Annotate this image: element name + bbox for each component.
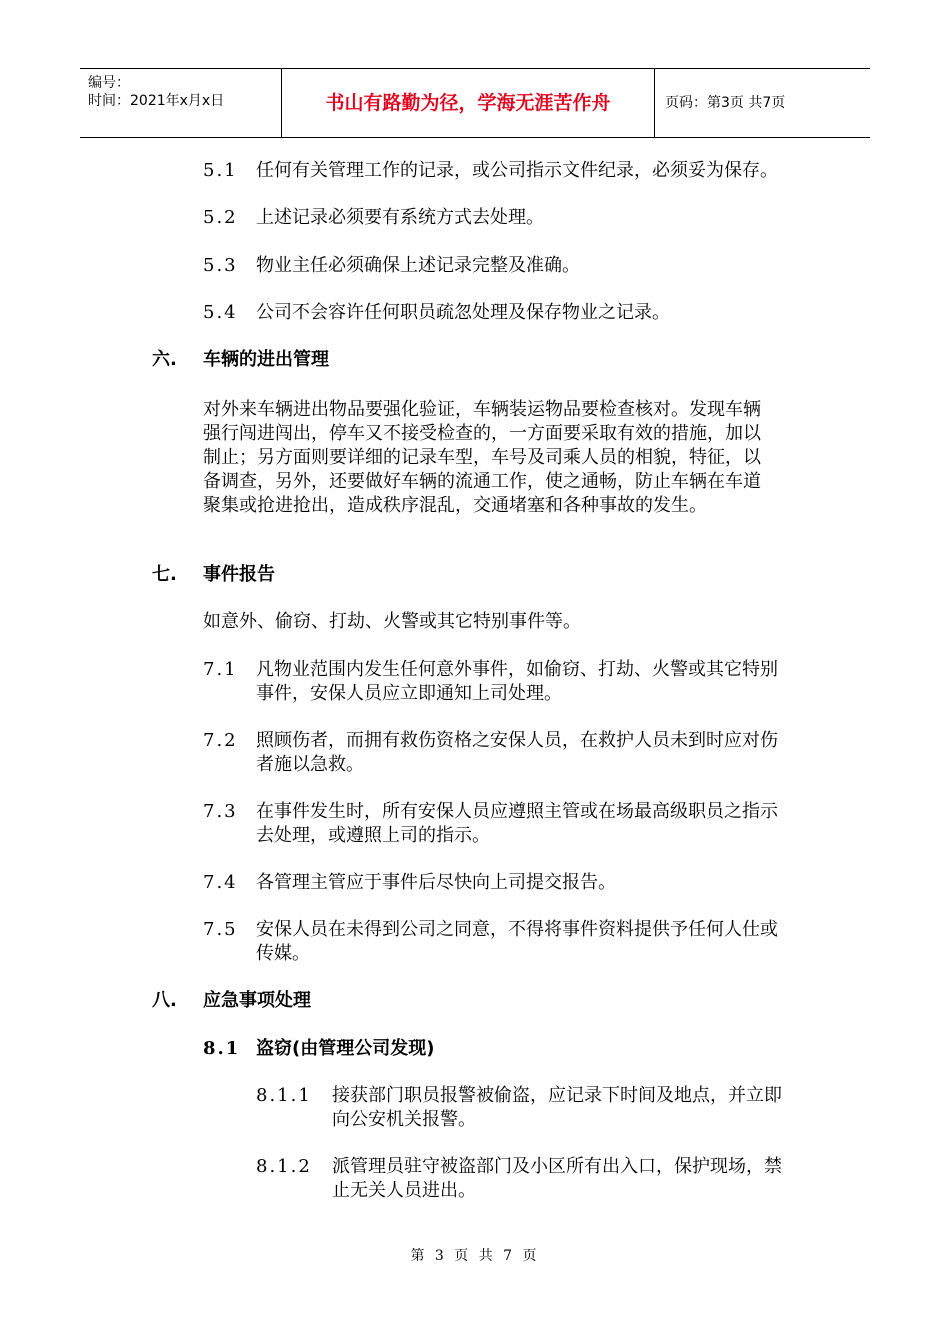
item-text: 凡物业范围内发生任何意外事件，如偷窃、打劫、火警或其它特别 bbox=[256, 659, 778, 680]
header-page-info: 页码：第3页 共7页 bbox=[665, 95, 786, 111]
item-text: 安保人员在未得到公司之同意，不得将事件资料提供予任何人仕或 bbox=[256, 919, 778, 940]
item-number: 7.5 bbox=[203, 919, 238, 940]
item-text: 传媒。 bbox=[256, 943, 310, 964]
item-number: 7.2 bbox=[203, 730, 238, 751]
item-text: 去处理，或遵照上司的指示。 bbox=[256, 825, 490, 846]
item-number: 5.1 bbox=[203, 160, 238, 181]
paragraph-line: 制止；另方面则要详细的记录车型，车号及司乘人员的相貌，特征，以 bbox=[203, 447, 761, 468]
section-title: 车辆的进出管理 bbox=[203, 349, 329, 370]
paragraph-line: 强行闯进闯出，停车又不接受检查的，一方面要采取有效的措施，加以 bbox=[203, 423, 761, 444]
item-number: 8.1.2 bbox=[256, 1156, 312, 1177]
item-text: 向公安机关报警。 bbox=[332, 1109, 476, 1130]
subsection-number: 8.1 bbox=[203, 1038, 241, 1059]
header-slogan: 书山有路勤为径，学海无涯苦作舟 bbox=[282, 69, 655, 137]
paragraph-line: 对外来车辆进出物品要强化验证，车辆装运物品要检查核对。发现车辆 bbox=[203, 399, 761, 420]
item-text: 上述记录必须要有系统方式去处理。 bbox=[256, 207, 544, 228]
section-intro: 如意外、偷窃、打劫、火警或其它特别事件等。 bbox=[203, 611, 581, 632]
header-info-cell bbox=[80, 69, 282, 137]
item-number: 5.2 bbox=[203, 207, 238, 228]
page-footer: 第 3 页 共 7 页 bbox=[410, 1248, 540, 1264]
item-text: 物业主任必须确保上述记录完整及准确。 bbox=[256, 255, 580, 276]
paragraph-line: 聚集或抢进抢出，造成秩序混乱，交通堵塞和各种事故的发生。 bbox=[203, 495, 707, 516]
item-text: 事件，安保人员应立即通知上司处理。 bbox=[256, 683, 562, 704]
section-number: 七. bbox=[152, 564, 177, 585]
item-number: 5.3 bbox=[203, 255, 238, 276]
subsection-title: 盗窃(由管理公司发现) bbox=[256, 1038, 435, 1059]
section-title: 应急事项处理 bbox=[203, 990, 311, 1011]
item-text: 公司不会容许任何职员疏忽处理及保存物业之记录。 bbox=[256, 302, 670, 323]
section-number: 八. bbox=[152, 990, 177, 1011]
date-label: 时间：2021年x月x日 bbox=[88, 93, 225, 109]
item-text: 者施以急救。 bbox=[256, 754, 364, 775]
item-text: 派管理员驻守被盗部门及小区所有出入口，保护现场，禁 bbox=[332, 1156, 782, 1177]
section-title: 事件报告 bbox=[203, 564, 275, 585]
item-text: 各管理主管应于事件后尽快向上司提交报告。 bbox=[256, 872, 616, 893]
item-number: 7.3 bbox=[203, 801, 238, 822]
paragraph-line: 备调查，另外，还要做好车辆的流通工作，使之通畅，防止车辆在车道 bbox=[203, 471, 761, 492]
item-text: 止无关人员进出。 bbox=[332, 1180, 476, 1201]
item-number: 7.4 bbox=[203, 872, 238, 893]
item-number: 5.4 bbox=[203, 302, 238, 323]
item-text: 接获部门职员报警被偷盗，应记录下时间及地点，并立即 bbox=[332, 1085, 782, 1106]
item-text: 任何有关管理工作的记录，或公司指示文件纪录，必须妥为保存。 bbox=[256, 160, 778, 181]
item-number: 7.1 bbox=[203, 659, 238, 680]
item-text: 在事件发生时，所有安保人员应遵照主管或在场最高级职员之指示 bbox=[256, 801, 778, 822]
item-text: 照顾伤者，而拥有救伤资格之安保人员，在救护人员未到时应对伤 bbox=[256, 730, 778, 751]
page-header bbox=[80, 68, 870, 138]
section-number: 六. bbox=[152, 349, 177, 370]
number-label: 编号： bbox=[88, 75, 130, 91]
item-number: 8.1.1 bbox=[256, 1085, 312, 1106]
